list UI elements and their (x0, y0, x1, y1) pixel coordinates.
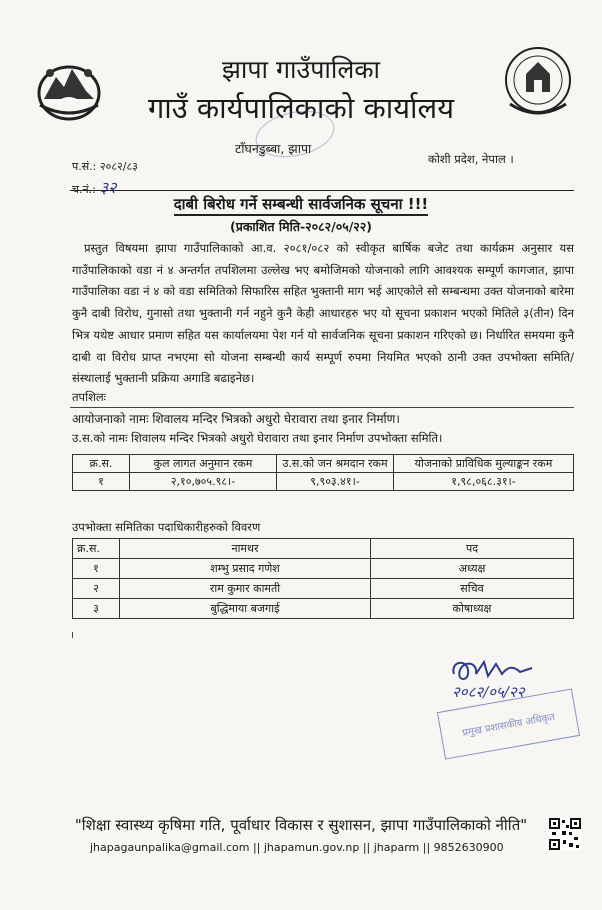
notice-title-text: दाबी बिरोध गर्ने सम्बन्धी सार्वजनिक सूचना !!! (174, 195, 429, 216)
footer-motto: "शिक्षा स्वास्थ्य कृषिमा गति, पूर्वाधार विकास र सुशासन, झापा गाउँपालिकाको नीति" (74, 816, 528, 834)
table-row (73, 559, 574, 579)
col-total-cost: कुल लागत अनुमान रकम (130, 455, 277, 473)
signature-date: २०८२/०५/२२ (452, 683, 525, 701)
cell-evaluation: १,९८,०६८.३१।- (394, 473, 574, 491)
notice-title (0, 194, 602, 214)
official-seal: प्रमुख प्रशासकीय अधिकृत (437, 688, 580, 759)
office-address: टाँघनडुब्बा, झापा (235, 141, 312, 156)
table-row (73, 579, 574, 599)
footer-contact: jhapagaunpalika@gmail.com || jhapamun.gov.np || jhaparm || 9852630900 (90, 841, 504, 854)
details-divider (70, 407, 574, 408)
cell-total-cost: २,१०,७०५.९८।- (130, 473, 277, 491)
cell-position: सचिव (371, 579, 574, 599)
table-underline (72, 632, 193, 638)
cell-sn: १ (73, 473, 130, 491)
cell-sn: ३ (73, 599, 120, 619)
details-label: तपशिलः (72, 390, 107, 404)
cell-position: अध्यक्ष (371, 559, 574, 579)
notice-body: प्रस्तुत विषयमा झापा गाउँपालिकाको आ.व. २०८१/०८२ को स्वीकृत बार्षिक बजेट तथा कार्यक्रम अनुसार यस गाउँपालिकाको वडा नं ४ अन्तर्गत तपशिलमा उल्लेख भए बमोजिमको योजनाको लागि आवश्यक सम्पूर्ण कागजात, झापा गाउँपालिका वडा नं ४ को वडा समितिको सिफारिस सहित भुक्तानी माग भई आएकोले सो सम्बन्धमा उक्त योजनाको बारेमा कुनै दाबी विरोध, गुनासो तथा भुक्तानी गर्न नहुने कुनै केही आधारहरु भए यो सूचना प्रकाशन भएको मितिले ३(तीन) दिन भित्र यथेष्ट आधार प्रमाण सहित यस कार्यालयमा पेश गर्न यो सार्वजनिक सूचना प्रकाशन गरिएको छ। निर्धारित समयमा कुनै दाबी वा विरोध प्राप्त नभएमा सो योजना सम्बन्धी कार्य सम्पूर्ण रुपमा नियमित भएको ठानी उक्त उपभोक्ता समिति/संस्थालाई भुक्तानी प्रक्रिया अगाडि बढाइनेछ। (72, 241, 574, 386)
plan-name: आयोजनाको नामः शिवालय मन्दिर भित्रको अधुरो घेरावारा तथा इनार निर्माण। (72, 412, 400, 426)
col-sn: क्र.स. (73, 455, 130, 473)
cost-table-header (73, 455, 574, 473)
cell-position: कोषाध्यक्ष (371, 599, 574, 619)
cell-sn: २ (73, 579, 120, 599)
officials-title: उपभोक्ता समितिका पदाधिकारीहरुको विवरण (72, 520, 261, 534)
cn-value: ३२ (99, 178, 117, 197)
published-date: (प्रकाशित मिति-२०८२/०५/२२) (230, 219, 372, 234)
ps-number: प.सं.: २०८२/८३ (72, 160, 138, 173)
officials-table (72, 538, 574, 619)
cn-label: च.नं.: (72, 183, 96, 196)
office-name: गाउँ कार्यपालिकाको कार्यालय (147, 91, 455, 125)
table-row (73, 599, 574, 619)
province-text: कोशी प्रदेश, नेपाल । (428, 152, 514, 166)
header-divider (70, 190, 574, 191)
col-labor: उ.स.को जन श्रमदान रकम (277, 455, 394, 473)
col-position: पद (371, 539, 574, 559)
officials-header (73, 539, 574, 559)
municipality-name: झापा गाउँपालिका (221, 55, 381, 84)
cell-sn: १ (73, 559, 120, 579)
cost-table (72, 454, 574, 491)
cell-labor: ९,९०३.४१।- (277, 473, 394, 491)
group-name: उ.स.को नामः शिवालय मन्दिर भित्रको अधुरो घेरावारा तथा इनार निर्माण उपभोक्ता समिति। (72, 431, 443, 445)
qr-code-icon (549, 818, 581, 850)
col-evaluation: योजनाको प्राविधिक मुल्याङ्कन रकम (394, 455, 574, 473)
table-row (73, 473, 574, 491)
cell-name: बुद्धिमाया बजगाई (120, 599, 371, 619)
col-sn: क्र.स. (73, 539, 120, 559)
cell-name: राम कुमार कामती (120, 579, 371, 599)
cell-name: शम्भु प्रसाद गणेश (120, 559, 371, 579)
col-name: नामथर (120, 539, 371, 559)
